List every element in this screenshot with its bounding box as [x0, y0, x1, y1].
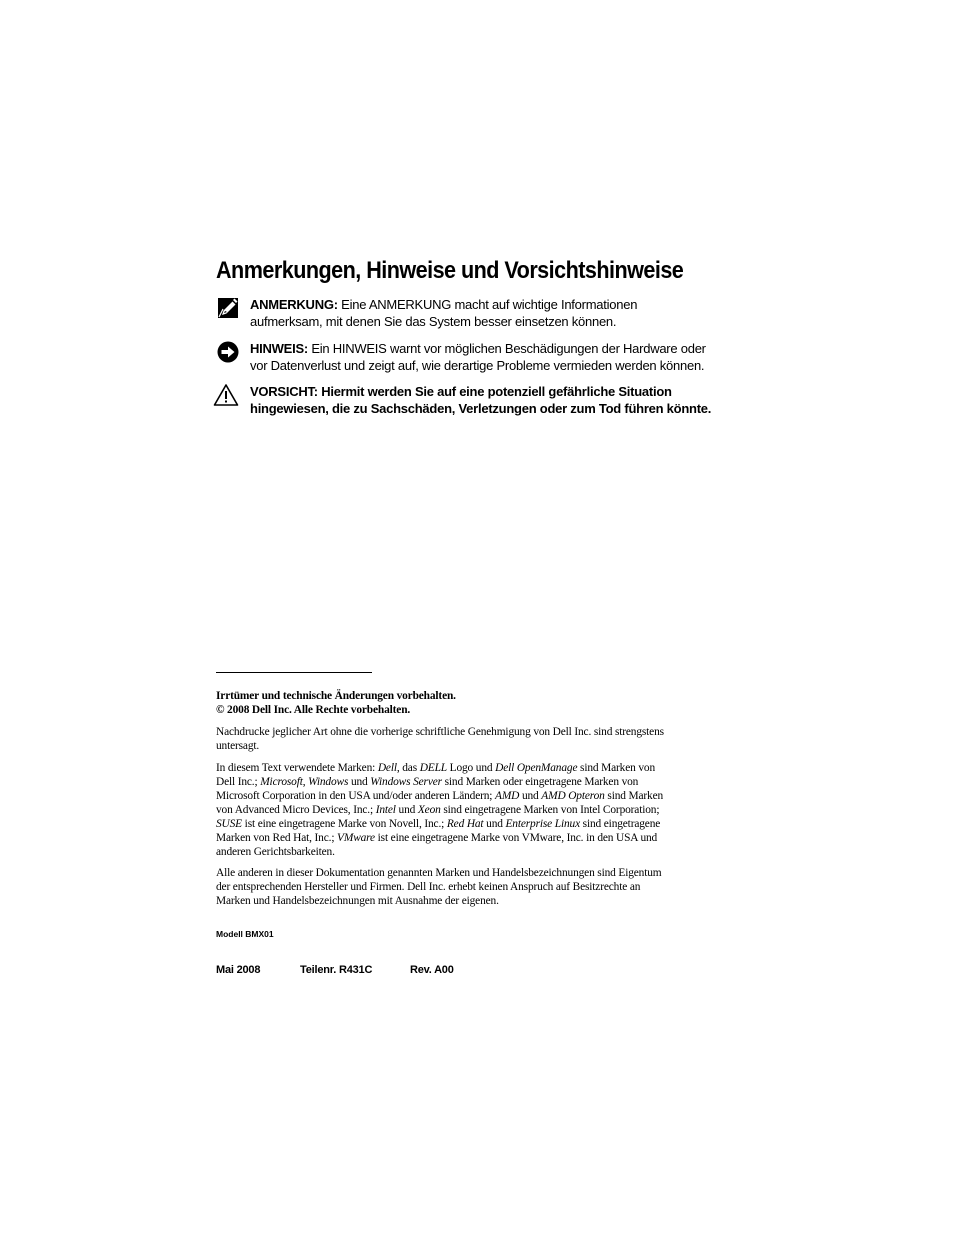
page-title: Anmerkungen, Hinweise und Vorsichtshinweise — [216, 257, 684, 284]
note-text — [250, 296, 736, 330]
reproduction-line-2: untersagt. — [216, 740, 260, 752]
other-marks-line-1: Alle anderen in dieser Dokumentation genannten Marken und Handelsbezeichnungen sind Eigentum — [216, 867, 662, 879]
footer-revision: Rev. A00 — [410, 964, 454, 976]
trademarks-block — [216, 761, 716, 859]
trademarks-line-2: Dell Inc.; Microsoft, Windows und Windows Server sind Marken oder eingetragene Marken von — [216, 776, 639, 788]
notice-line-2: vor Datenverlust und zeigt auf, wie derartige Probleme vermieden werden können. — [250, 358, 705, 373]
copyright-line: © 2008 Dell Inc. Alle Rechte vorbehalten. — [216, 704, 411, 716]
note-line-1: Eine ANMERKUNG macht auf wichtige Informationen — [341, 297, 638, 312]
model-number: Modell BMX01 — [216, 929, 274, 939]
footnote-rule — [216, 672, 372, 673]
reproduction-block — [216, 725, 716, 753]
errata-line: Irrtümer und technische Änderungen vorbehalten. — [216, 690, 456, 702]
note-label: ANMERKUNG: — [250, 297, 338, 312]
trademarks-line-3: Microsoft Corporation in den USA und/oder anderen Ländern; AMD und AMD Opteron sind Marken — [216, 790, 664, 802]
caution-label: VORSICHT: — [250, 384, 318, 399]
footer-part-number: Teilenr. R431C — [300, 964, 373, 976]
trademarks-line-6: Marken von Red Hat, Inc.; VMware ist eine eingetragene Marke von VMware, Inc. in den USA und — [216, 832, 658, 844]
caution-line-1: Hiermit werden Sie auf eine potenziell gefährliche Situation — [321, 384, 672, 399]
reproduction-line-1: Nachdrucke jeglicher Art ohne die vorherige schriftliche Genehmigung von Dell Inc. sind strengstens — [216, 726, 664, 738]
arrow-circle-icon — [216, 340, 242, 364]
note-line-2: aufmerksam, mit denen Sie das System besser einsetzen können. — [250, 314, 617, 329]
caution-text — [250, 383, 736, 417]
other-marks-block — [216, 866, 716, 908]
trademarks-line-7: anderen Gerichtsbarkeiten. — [216, 846, 335, 858]
errata-block — [216, 689, 716, 717]
other-marks-line-2: der entsprechenden Hersteller und Firmen. Dell Inc. erhebt keinen Anspruch auf Besitzrechte an — [216, 881, 641, 893]
caution-line-2: hingewiesen, die zu Sachschäden, Verletzungen oder zum Tod führen könnte. — [250, 401, 712, 416]
notice-label: HINWEIS: — [250, 341, 308, 356]
other-marks-line-3: Marken und Handelsbezeichnungen mit Ausnahme der eigenen. — [216, 895, 499, 907]
notice-text — [250, 340, 736, 374]
trademarks-line-1: In diesem Text verwendete Marken: Dell, das DELL Logo und Dell OpenManage sind Marken von — [216, 762, 655, 774]
trademarks-line-5: SUSE ist eine eingetragene Marke von Novell, Inc.; Red Hat und Enterprise Linux sind eingetragene — [216, 818, 661, 830]
pencil-note-icon — [216, 296, 242, 320]
warning-triangle-icon — [213, 383, 239, 407]
notice-line-1: Ein HINWEIS warnt vor möglichen Beschädigungen der Hardware oder — [311, 341, 706, 356]
footer-date: Mai 2008 — [216, 964, 261, 976]
trademarks-line-4: von Advanced Micro Devices, Inc.; Intel und Xeon sind eingetragene Marken von Intel Corporation; — [216, 804, 660, 816]
